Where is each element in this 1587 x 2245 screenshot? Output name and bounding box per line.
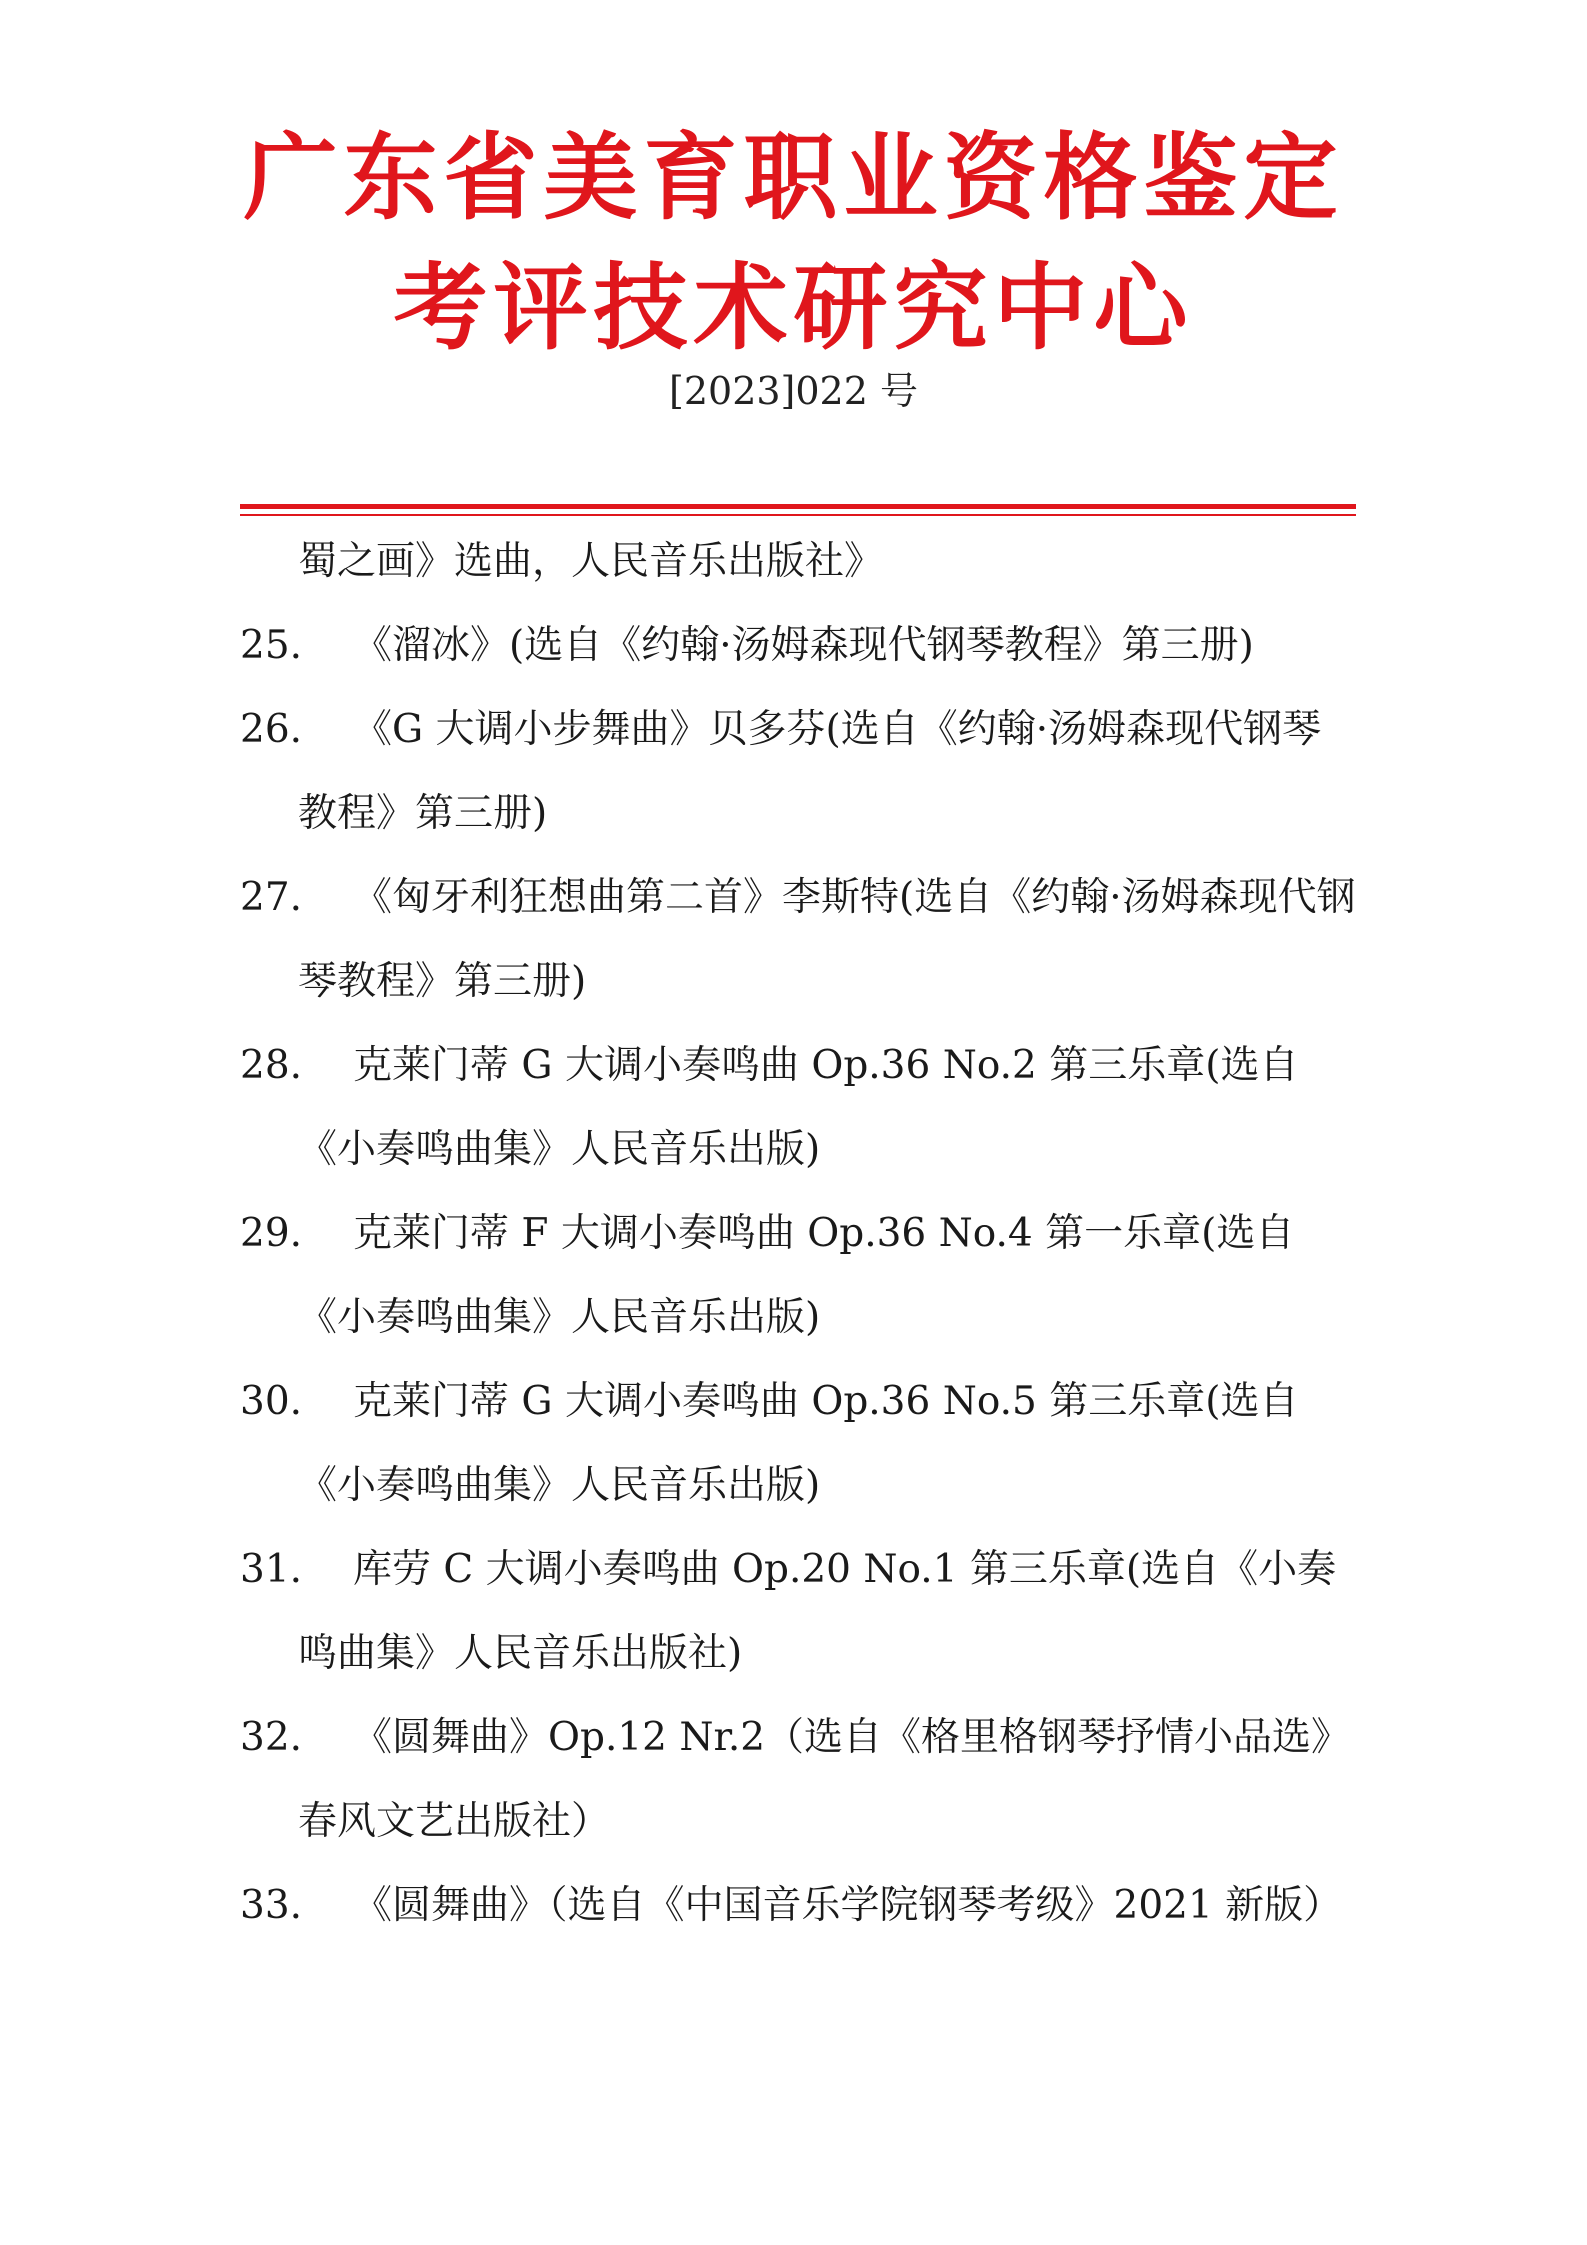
list-item-text: 《G 大调小步舞曲》贝多芬(选自《约翰·汤姆森现代钢琴教程》第三册) <box>298 707 1322 836</box>
list-item-number: 28. <box>240 1043 303 1088</box>
list-item <box>240 1696 1356 1864</box>
list-item-text: 《溜冰》(选自《约翰·汤姆森现代钢琴教程》第三册) <box>353 623 1254 668</box>
list-item-number: 33. <box>240 1883 303 1928</box>
continued-text: 蜀之画》选曲，人民音乐出版社》 <box>298 539 884 584</box>
continued-paragraph <box>240 520 1356 604</box>
list-item-number: 29. <box>240 1211 303 1256</box>
header-divider-thick <box>240 504 1356 509</box>
list-item-text: 克莱门蒂 G 大调小奏鸣曲 Op.36 No.2 第三乐章(选自《小奏鸣曲集》人民音乐出版) <box>298 1043 1299 1172</box>
list-item <box>240 1192 1356 1360</box>
list-item-number: 30. <box>240 1379 303 1424</box>
list-item-text: 《圆舞曲》（选自《中国音乐学院钢琴考级》2021 新版） <box>353 1883 1343 1928</box>
list-item-number: 31. <box>240 1547 303 1592</box>
list-item <box>240 856 1356 1024</box>
list-item <box>240 604 1356 688</box>
list-item-text: 《圆舞曲》Op.12 Nr.2（选自《格里格钢琴抒情小品选》春风文艺出版社） <box>298 1715 1351 1844</box>
list-item-number: 26. <box>240 707 303 752</box>
list-item-number: 32. <box>240 1715 303 1760</box>
header-divider-thin <box>240 514 1356 516</box>
list-item <box>240 1360 1356 1528</box>
list-item-text: 库劳 C 大调小奏鸣曲 Op.20 No.1 第三乐章(选自《小奏鸣曲集》人民音乐出版社) <box>298 1547 1337 1676</box>
list-item <box>240 688 1356 856</box>
document-number: [2023]022 号 <box>669 369 918 413</box>
header-title-line2: 考评技术研究中心 <box>393 254 1194 363</box>
list-item-text: 克莱门蒂 G 大调小奏鸣曲 Op.36 No.5 第三乐章(选自《小奏鸣曲集》人民音乐出版) <box>298 1379 1299 1508</box>
list-item <box>240 1528 1356 1696</box>
list-item-text: 克莱门蒂 F 大调小奏鸣曲 Op.36 No.4 第一乐章(选自《小奏鸣曲集》人民音乐出版) <box>298 1211 1295 1340</box>
list-item <box>240 1864 1356 1948</box>
document-body <box>240 520 1356 1948</box>
list-item-number: 25. <box>240 623 303 668</box>
list-item-text: 《匈牙利狂想曲第二首》李斯特(选自《约翰·汤姆森现代钢琴教程》第三册) <box>298 875 1356 1004</box>
list-item-number: 27. <box>240 875 303 920</box>
list-item <box>240 1024 1356 1192</box>
header-title-line1: 广东省美育职业资格鉴定 <box>243 124 1344 233</box>
